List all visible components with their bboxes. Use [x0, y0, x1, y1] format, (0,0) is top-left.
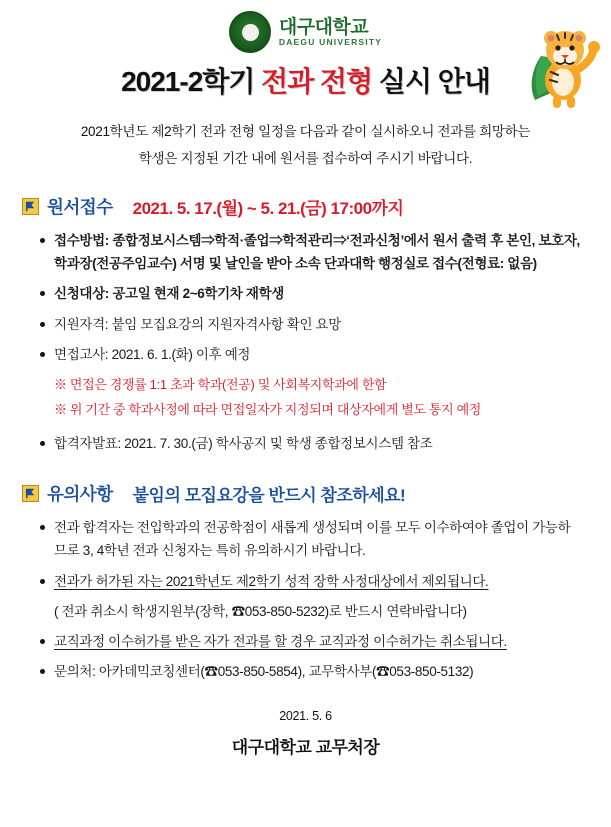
item-label: 신청대상: [54, 286, 109, 302]
item-text: ( 전과 취소시 학생지원부(장학, ☎053-850-5232)로 반드시 연락바랍니다) [54, 603, 467, 619]
section-notice-heading [22, 481, 611, 506]
list-item [40, 313, 581, 336]
logo-korean-name: 대구대학교 [278, 16, 369, 38]
item-text: 붙임 모집요강의 지원자격사항 확인 요망 [108, 316, 341, 332]
list-item [40, 229, 581, 275]
item-label: 지원자격: [54, 316, 109, 332]
note-text: ※ 위 기간 중 학과사정에 따라 면접일자가 지정되며 대상자에게 별도 통지 예정 [54, 402, 481, 418]
logo-english-name: DAEGU UNIVERSITY [278, 36, 383, 47]
list-item-sub [40, 600, 581, 623]
daegu-university-emblem-icon [229, 11, 271, 53]
item-text: 2021. 6. 1.(화) 이후 예정 [108, 346, 251, 362]
item-label: 면접고사: [54, 346, 109, 362]
tiger-mascot-icon [507, 26, 603, 112]
footer-date: 2021. 5. 6 [279, 709, 332, 724]
list-item [40, 343, 581, 366]
item-label: 합격자발표: [54, 435, 121, 451]
list-item [40, 630, 581, 653]
footer-organization: 대구대학교 교무처장 [231, 738, 380, 758]
application-items-list [0, 229, 611, 455]
item-text: 종합정보시스템⇒학적·졸업⇒학적관리⇒‘전과신청’에서 원서 출력 후 본인, 보호자, 학과장(전공주임교수) 서명 및 날인을 받아 소속 단과대학 행정실로 접수(전형료: 없음) [54, 233, 580, 272]
note-item [40, 373, 581, 422]
page-title-part1: 2021-2학기 [121, 66, 262, 97]
list-item [40, 516, 581, 562]
logo-text-block [279, 18, 382, 47]
section-application-period: 2021. 5. 17.(월) ~ 5. 21.(금) 17:00까지 [132, 199, 404, 218]
page-title-highlight: 전과 전형 [261, 66, 373, 97]
flag-icon [22, 198, 39, 215]
page-title-part2: 실시 안내 [372, 66, 490, 97]
note-text: ※ 면접은 경쟁률 1:1 초과 학과(전공) 및 사회복지학과에 한함 [54, 377, 387, 393]
notice-items-list [0, 516, 611, 683]
list-item [40, 432, 581, 455]
item-text: 2021. 7. 30.(금) 학사공지 및 학생 종합정보시스템 참조 [120, 435, 433, 451]
section-application-heading [22, 194, 611, 219]
section-notice-title: 유의사항 [47, 484, 113, 505]
section-application-title: 원서접수 [47, 197, 113, 217]
item-text: 공고일 현재 2~6학기차 재학생 [108, 286, 284, 302]
intro-line-2: 학생은 지정된 기간 내에 원서를 접수하여 주시기 바랍니다. [138, 151, 473, 166]
list-item [40, 282, 581, 305]
page-header [0, 0, 611, 100]
item-text: 전과가 허가된 자는 2021학년도 제2학기 성적 장학 사정대상에서 제외됩니다. [54, 573, 489, 589]
intro-paragraph [34, 118, 577, 172]
flag-icon [22, 485, 39, 502]
item-label: 접수방법: [54, 233, 109, 248]
item-text: 문의처: 아카데믹코칭센터(☎053-850-5854), 교무학사부(☎053-850-5132) [54, 664, 474, 680]
intro-line-1: 2021학년도 제2학기 전과 전형 일정을 다음과 같이 실시하오니 전과를 희망하는 [80, 124, 531, 139]
item-text: 전과 합격자는 전입학과의 전공학점이 새롭게 생성되며 이를 모두 이수하여야 졸업이 가능하므로 3, 4학년 전과 신청자는 특히 유의하시기 바랍니다. [54, 520, 571, 559]
section-notice-subtitle: 붙임의 모집요강을 반드시 참조하세요! [132, 486, 406, 506]
item-text: 교직과정 이수허가를 받은 자가 전과를 할 경우 교직과정 이수허가는 취소됩니다. [54, 633, 507, 649]
list-item [40, 570, 581, 593]
list-item [40, 660, 581, 683]
